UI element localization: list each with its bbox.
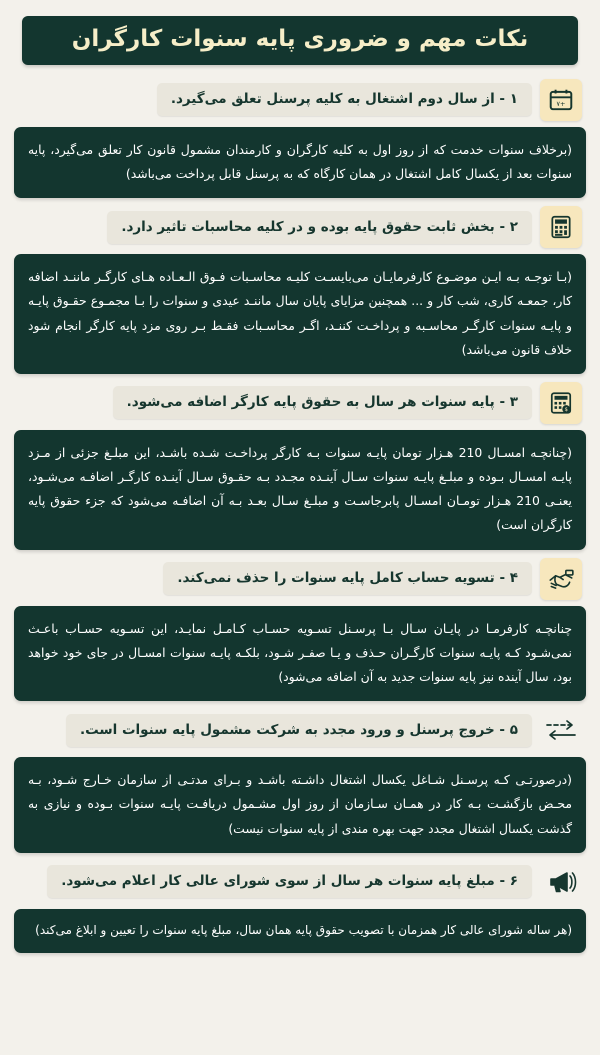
item-body: (درصورتـی کـه پرسـنل شـاغل یکسال اشتغال داشـته باشـد و بـرای مدتـی از سازمان خـارج شـود، بـه محـض بازگشـت بـه کار در همـان سـازمان از روز اول مشـمول دریافـت پایـه سنوات بـوده و نیازی به گذشت یکسال اشتغال مجدد جهت بهره مندی از پایه سنوات نیست) [14, 757, 586, 853]
list-item [10, 558, 590, 702]
item-body: (چنانچـه امسـال 210 هـزار تومان پایـه سنوات بـه کارگر پرداخـت شـده باشـد، این مبلـغ جزئی از مـزد پایـه امسـال بـوده و مبلـغ پایـه سنوات سـال آینـده مجـدد بـه حقـوق سـال آینـده کارگـر اضافـه می‌شـود، یعنـی 210 هـزار تومـان امسـال پابرجاسـت و مبلـغ سـال بعـد بـه آن اضافـه می‌شود که جزء حقوق پایه کارگران است) [14, 430, 586, 550]
item-heading-row [14, 709, 586, 751]
item-heading-row [14, 861, 586, 903]
megaphone-icon [540, 861, 582, 903]
page-title-bar [22, 16, 578, 65]
list-item [10, 861, 590, 954]
item-heading: ۲ - بخش ثابت حقوق پایه بوده و در کلیه محاسبات تاثیر دارد. [107, 211, 532, 244]
exchange-arrows-icon [540, 709, 582, 751]
item-heading: ۴ - تسویه حساب کامل پایه سنوات را حذف نمی‌کند. [163, 562, 532, 595]
page-title: نکات مهم و ضروری پایه سنوات کارگران [71, 26, 529, 52]
item-heading: ۱ - از سال دوم اشتغال به کلیه پرسنل تعلق می‌گیرد. [157, 83, 532, 116]
item-heading-row [14, 382, 586, 424]
handshake-money-icon [540, 558, 582, 600]
item-heading-row [14, 206, 586, 248]
item-body: (هر ساله شورای عالی کار همزمان با تصویب حقوق پایه همان سال، مبلغ پایه سنوات را تعیین و ابلاغ می‌کند) [14, 909, 586, 954]
item-body: چنانچـه کارفرمـا در پایـان سـال بـا پرسـنل تسـویه حسـاب کـامـل نمایـد، این تسـویه حسـاب باعـث نمی‌شـود کـه پایـه سنوات کارگـران حـذف و یـا صفـر شـود، بلکـه پایـه سنوات امسـال در جای خود خواهد بود، سال آینده نیز پایه سنوات جدید به آن اضافه می‌شود) [14, 606, 586, 702]
item-body: (بـا توجـه بـه ایـن موضـوع کارفرمایـان می‌بایسـت کلیـه محاسـبات فـوق الـعـاده هـای کارگـر ماننـد اضافه کار، جمعـه کاری، شب کار و ... همچنین مزایای پایان سال ماننـد عیدی و سنوات را بـا مجمـوع حقـوق پایـه و پایـه سنوات کارگـر محاسـبه و پرداخـت کننـد، اگـر محاسـبات فقـط بـر روی مزد پایه کارگر انجام شود خلاف قانون می‌باشد) [14, 254, 586, 374]
svg-text:+۷: +۷ [556, 99, 566, 108]
item-heading: ۵ - خروج پرسنل و ورود مجدد به شرکت مشمول پایه سنوات است. [66, 714, 532, 747]
list-item [10, 382, 590, 550]
calculator-icon [540, 206, 582, 248]
item-heading-row [14, 79, 586, 121]
list-item [10, 79, 590, 198]
svg-text:$: $ [564, 406, 568, 413]
calendar-plus-icon [540, 79, 582, 121]
list-item [10, 709, 590, 853]
item-heading: ۶ - مبلغ پایه سنوات هر سال از سوی شورای عالی کار اعلام می‌شود. [47, 865, 532, 898]
item-heading: ۳ - پایه سنوات هر سال به حقوق پایه کارگر اضافه می‌شود. [113, 386, 532, 419]
item-heading-row [14, 558, 586, 600]
item-body: (برخلاف سنوات خدمت که از روز اول به کلیه کارگران و کارمندان مشمول قانون کار تعلق می‌گیرد، پایه سنوات بعد از یکسال کامل اشتغال در همان کارگاه که به پرسنل قابل پرداخت می‌باشد) [14, 127, 586, 198]
list-item [10, 206, 590, 374]
money-calculator-icon [540, 382, 582, 424]
